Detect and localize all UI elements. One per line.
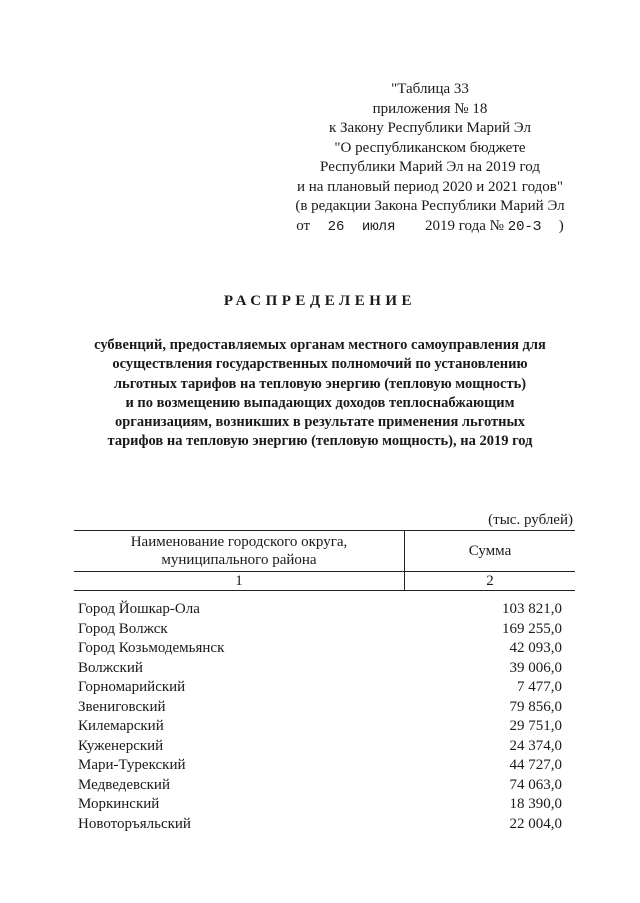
municipality-name: Килемарский	[78, 718, 164, 734]
amount-value: 22 004,0	[509, 815, 562, 832]
amount-value: 39 006,0	[509, 659, 562, 676]
from-word: от	[296, 217, 311, 234]
table-row	[78, 795, 562, 815]
close-paren: )	[558, 217, 564, 234]
table-row	[78, 776, 562, 796]
table-row	[78, 737, 562, 757]
column-header-name: Наименование городского округа, муниципального района	[74, 531, 405, 572]
table-row	[78, 600, 562, 620]
header-line: Республики Марий Эл на 2019 год	[320, 159, 540, 175]
table-row	[78, 815, 562, 835]
municipality-name: Куженерский	[78, 737, 164, 754]
municipality-name: Моркинский	[78, 796, 160, 812]
header-line: (в редакции Закона Республики Марий Эл	[295, 198, 565, 214]
header-line: "Таблица 33	[391, 81, 469, 97]
law-month: июля	[361, 218, 396, 235]
law-day: 26	[327, 218, 345, 235]
amount-value: 42 093,0	[509, 640, 562, 656]
amount-value: 79 856,0	[509, 698, 562, 715]
municipality-name: Город Козьмодемьянск	[78, 640, 225, 656]
distribution-table-header	[74, 530, 575, 591]
header-line: к Закону Республики Марий Эл	[328, 120, 531, 136]
table-body	[78, 600, 562, 834]
table-row	[78, 756, 562, 776]
amount-value: 169 255,0	[502, 620, 562, 637]
table-row	[78, 639, 562, 659]
header-line: "О республиканском бюджете	[334, 139, 526, 156]
subtitle-line: тарифов на тепловую энергию (тепловую мощность), на 2019 год	[107, 433, 533, 450]
amount-value: 44 727,0	[509, 757, 562, 773]
header-line: приложения № 18	[372, 100, 488, 117]
table-row	[78, 698, 562, 718]
municipality-name: Мари-Турекский	[78, 757, 186, 773]
amount-value: 18 390,0	[509, 796, 562, 812]
appendix-header	[280, 80, 580, 237]
column-header-amount: Сумма	[405, 531, 576, 572]
subtitle-line: организациям, возникших в результате применения льготных	[114, 414, 526, 431]
law-number: 20-З	[507, 218, 542, 235]
amount-value: 7 477,0	[517, 679, 562, 695]
document-title: РАСПРЕДЕЛЕНИЕ	[223, 293, 417, 309]
municipality-name: Город Йошкар-Ола	[78, 601, 200, 617]
column-number-1: 1	[74, 572, 405, 591]
law-year: 2019 года №	[424, 217, 504, 234]
table-row	[78, 717, 562, 737]
amount-value: 74 063,0	[509, 776, 562, 793]
header-line: и на плановый период 2020 и 2021 годов"	[297, 178, 563, 195]
municipality-name: Волжский	[78, 659, 143, 676]
table-row	[78, 620, 562, 640]
municipality-name: Горномарийский	[78, 679, 186, 695]
municipality-name: Город Волжск	[78, 620, 168, 637]
subtitle-line: льготных тарифов на тепловую энергию (тепловую мощность)	[113, 375, 527, 392]
subtitle-line: субвенций, предоставляемых органам местного самоуправления для	[94, 337, 546, 353]
subtitle-line: и по возмещению выпадающих доходов теплоснабжающим	[125, 394, 515, 411]
amount-value: 103 821,0	[502, 601, 562, 617]
table-row	[78, 678, 562, 698]
amount-value: 24 374,0	[509, 737, 562, 754]
municipality-name: Новоторъяльский	[78, 815, 191, 832]
document-subtitle	[60, 336, 580, 452]
units-label: (тыс. рублей)	[488, 512, 573, 528]
municipality-name: Звениговский	[78, 698, 166, 715]
subtitle-line: осуществления государственных полномочий по установлению	[112, 356, 528, 373]
municipality-name: Медведевский	[78, 776, 170, 793]
column-number-2: 2	[405, 572, 576, 591]
amount-value: 29 751,0	[509, 718, 562, 734]
law-date-line	[280, 217, 580, 238]
table-row	[78, 659, 562, 679]
